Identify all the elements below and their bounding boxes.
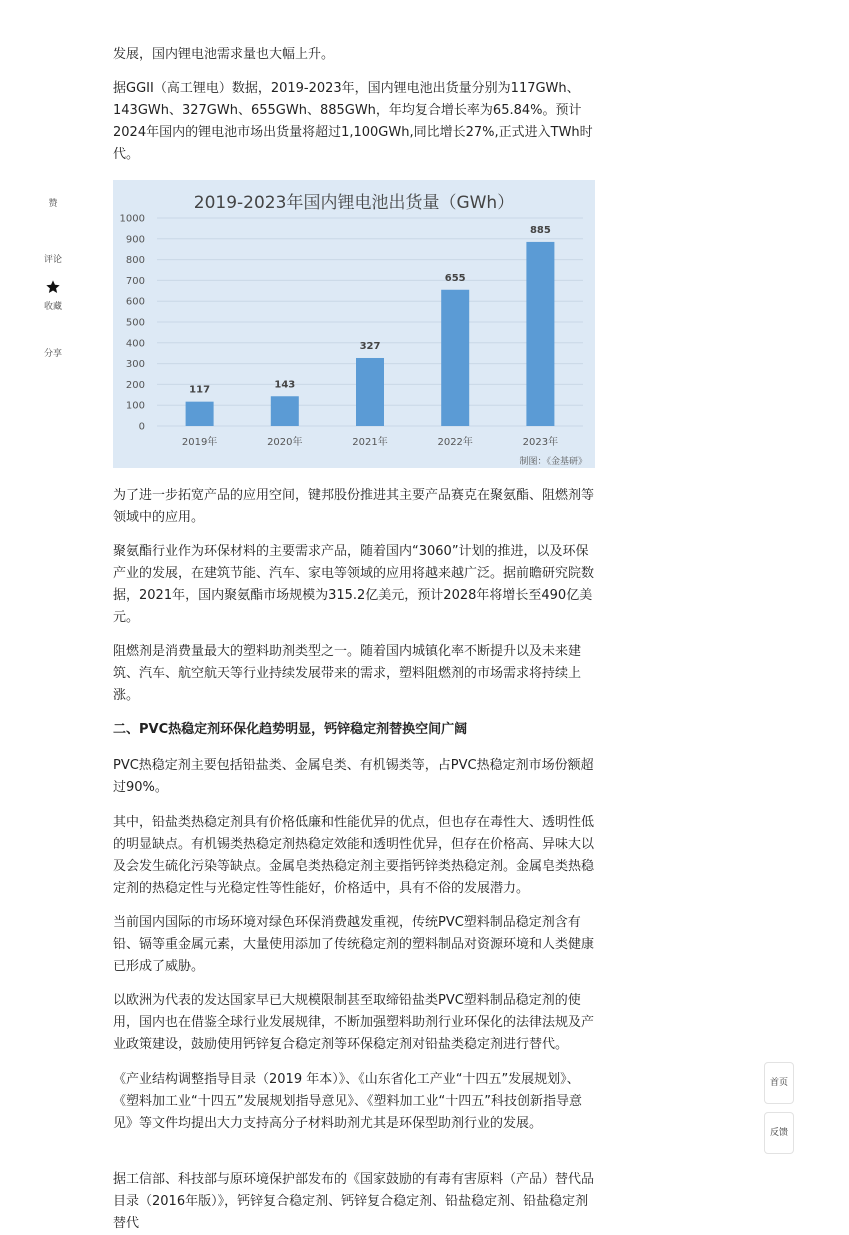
- y-tick-label: 700: [125, 275, 145, 287]
- share-button[interactable]: [28, 346, 78, 359]
- y-tick-label: 600: [125, 296, 145, 308]
- favorite-button[interactable]: [28, 279, 78, 312]
- shipment-chart: [113, 180, 595, 468]
- paragraph: 其中，铅盐类热稳定剂具有价格低廉和性能优异的优点，但也存在毒性大、透明性低的明显缺点。有机锡类热稳定剂热稳定效能和透明性优异，但存在价格高、异味大以及会发生硫化污染等缺点。金属皂类热稳定剂主要指钙锌类热稳定剂。金属皂类热稳定剂的热稳定性与光稳定性等性能好，价格适中，具有不俗的发展潜力。: [113, 815, 595, 896]
- y-tick-label: 300: [125, 359, 145, 371]
- y-tick-label: 0: [138, 421, 145, 433]
- y-tick-label: 500: [125, 317, 145, 329]
- feedback-button[interactable]: [764, 1112, 794, 1154]
- data-label: 117: [189, 384, 211, 396]
- bar-2021年: [356, 358, 384, 426]
- comment-button[interactable]: [28, 252, 78, 265]
- favorite-label: 收藏: [43, 302, 62, 312]
- bar-2023年: [526, 242, 554, 426]
- paragraph: PVC热稳定剂主要包括铅盐类、金属皂类、有机锡类等，占PVC热稳定剂市场份额超过90%。: [113, 758, 594, 795]
- paragraph: 以欧洲为代表的发达国家早已大规模限制甚至取缔铅盐类PVC塑料制品稳定剂的使用，国内也在借鉴全球行业发展规律，不断加强塑料助剂行业环保化的法律法规及产业政策建设，鼓励使用钙锌复合稳定剂等环保稳定剂对铅盐类稳定剂进行替代。: [113, 993, 595, 1052]
- y-tick-label: 900: [125, 234, 145, 246]
- like-button[interactable]: [28, 196, 78, 209]
- x-tick-label: 2022年: [437, 437, 473, 448]
- paragraph: 聚氨酯行业作为环保材料的主要需求产品，随着国内“3060”计划的推进，以及环保产业的发展，在建筑节能、汽车、家电等领域的应用将越来越广泛。据前瞻研究院数据，2021年，国内聚氨酯市场规模为315.2亿美元，预计2028年将增长至490亿美元。: [113, 544, 595, 625]
- paragraph: 当前国内国际的市场环境对绿色环保消费越发重视，传统PVC塑料制品稳定剂含有铅、镉等重金属元素，大量使用添加了传统稳定剂的塑料制品对资源环境和人类健康已形成了威胁。: [113, 915, 595, 974]
- data-label: 655: [444, 272, 466, 284]
- x-tick-label: 2019年: [181, 437, 218, 448]
- data-label: 885: [529, 224, 551, 236]
- bar-2022年: [441, 290, 469, 426]
- x-tick-label: 2021年: [352, 437, 388, 448]
- paragraph: 《产业结构调整指导目录（2019 年本）》、《山东省化工产业“十四五”发展规划》、《塑料加工业“十四五”发展规划指导意见》、《塑料加工业“十四五”科技创新指导意见》等文件均提出大力支持高分子材料助剂尤其是环保型助剂行业的发展。: [113, 1072, 582, 1131]
- x-tick-label: 2020年: [267, 437, 303, 448]
- data-label: 143: [274, 379, 296, 391]
- section-heading: 二、PVC热稳定剂环保化趋势明显，钙锌稳定剂替换空间广阔: [113, 722, 468, 737]
- paragraph: 据工信部、科技部与原环境保护部发布的《国家鼓励的有毒有害原料（产品）替代品目录（2016年版）》，钙锌复合稳定剂、钙锌复合稳定剂、铅盐稳定剂、铅盐稳定剂替代: [113, 1172, 595, 1231]
- x-tick-label: 2023年: [522, 437, 559, 448]
- like-label: 赞: [48, 199, 58, 209]
- chart-title: 2019-2023年国内锂电池出货量（GWh）: [193, 193, 515, 213]
- bar-2019年: [186, 402, 214, 426]
- feedback-label: 反馈: [769, 1128, 788, 1138]
- paragraph: 为了进一步拓宽产品的应用空间，键邦股份推进其主要产品赛克在聚氨酯、阻燃剂等领域中的应用。: [113, 488, 595, 525]
- y-tick-label: 200: [125, 379, 145, 391]
- y-tick-label: 800: [125, 255, 145, 267]
- bar-2020年: [271, 396, 299, 426]
- chart-credit: 制图：《金基研》: [519, 457, 587, 467]
- home-button[interactable]: [764, 1062, 794, 1104]
- star-icon: [45, 279, 61, 295]
- y-tick-label: 100: [125, 400, 145, 412]
- paragraph: 阻燃剂是消费量最大的塑料助剂类型之一。随着国内城镇化率不断提升以及未来建筑、汽车、航空航天等行业持续发展带来的需求，塑料阻燃剂的市场需求将持续上涨。: [113, 644, 582, 703]
- y-tick-label: 400: [125, 338, 145, 350]
- comment-label: 评论: [43, 255, 62, 265]
- data-label: 327: [359, 340, 381, 352]
- paragraph: 发展，国内锂电池需求量也大幅上升。: [113, 47, 335, 62]
- bar-chart-svg: [113, 180, 595, 468]
- y-tick-label: 1000: [119, 213, 145, 225]
- paragraph: 据GGII（高工锂电）数据，2019-2023年，国内锂电池出货量分别为117GWh、143GWh、327GWh、655GWh、885GWh，年均复合增长率为65.84%。预计2024年国内的锂电池市场出货量将超过1,100GWh,同比增长27%,正式进入TWh时代。: [113, 81, 593, 162]
- home-label: 首页: [769, 1078, 788, 1088]
- share-label: 分享: [43, 349, 62, 359]
